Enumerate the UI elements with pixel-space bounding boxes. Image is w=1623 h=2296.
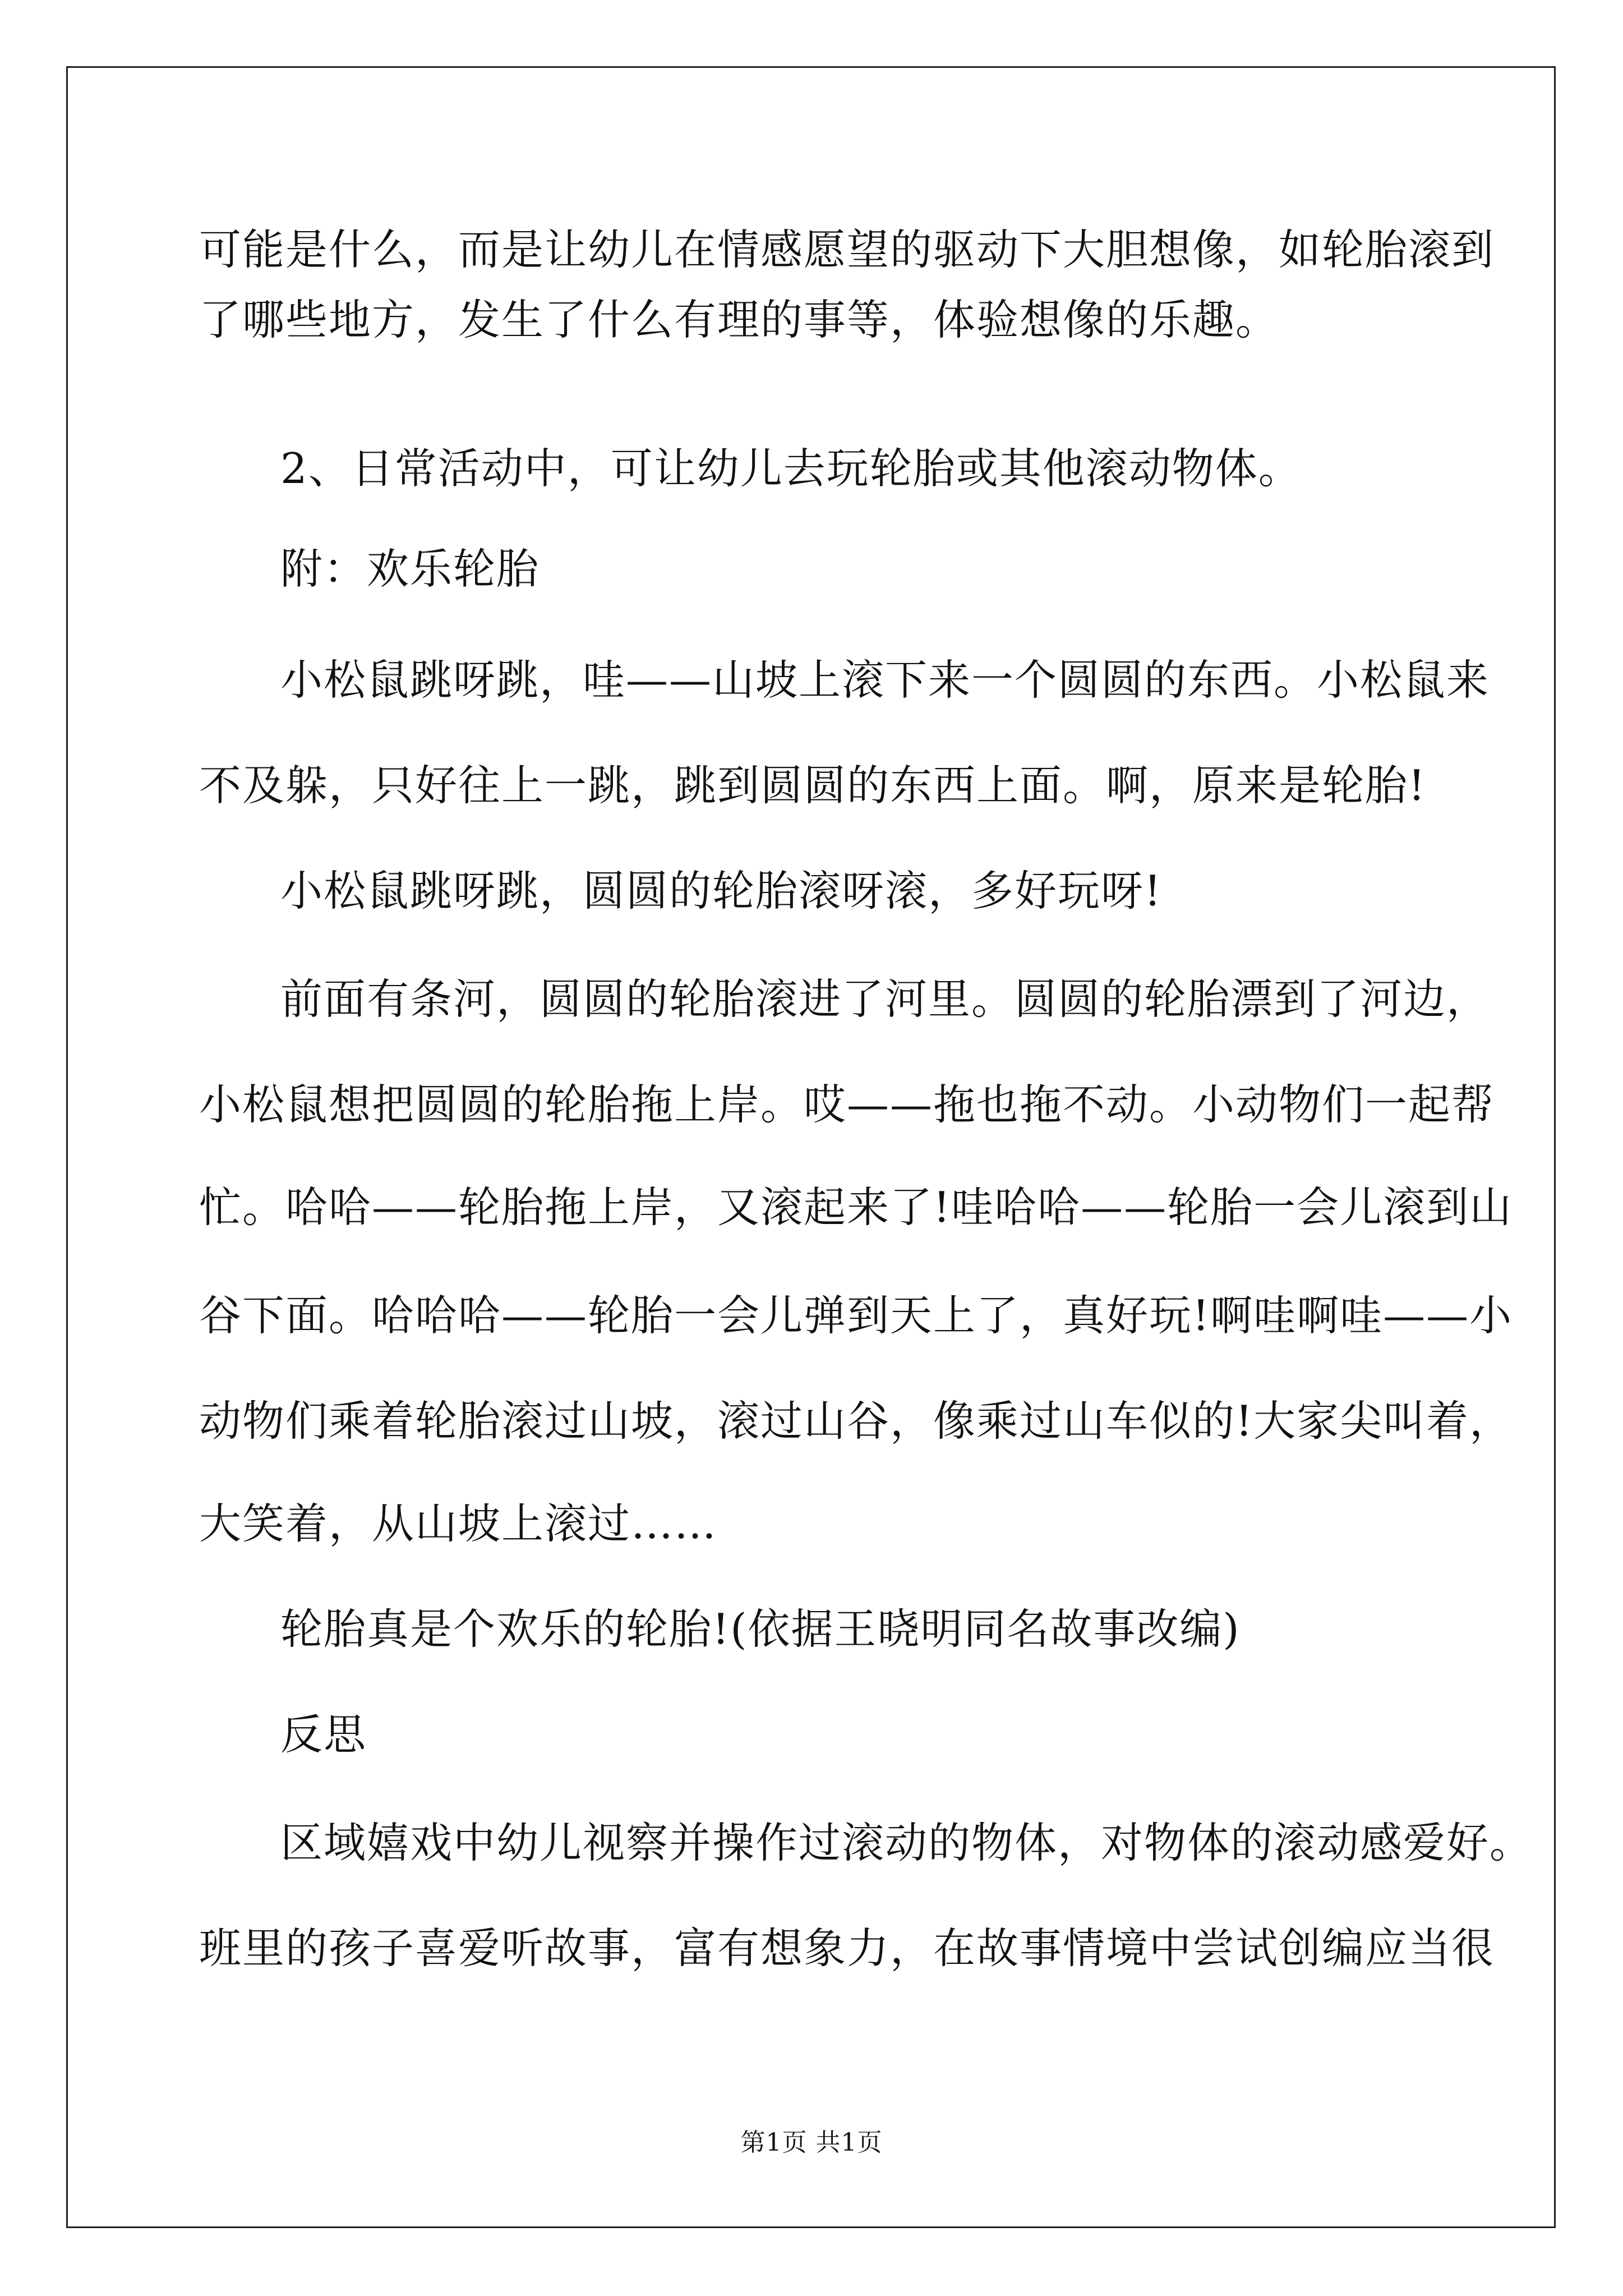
text-line: 了哪些地方，发生了什么有理的事等，体验想像的乐趣。 bbox=[199, 295, 1279, 344]
text-line: 区域嬉戏中幼儿视察并操作过滚动的物体，对物体的滚动感爱好。 bbox=[280, 1818, 1533, 1867]
text-line: 班里的孩子喜爱听故事，富有想象力，在故事情境中尝试创编应当很 bbox=[199, 1924, 1495, 1973]
section-heading: 附：欢乐轮胎 bbox=[280, 544, 540, 593]
text-line: 轮胎真是个欢乐的轮胎!(依据王晓明同名故事改编) bbox=[280, 1604, 1241, 1654]
text-line: 小松鼠跳呀跳，圆圆的轮胎滚呀滚，多好玩呀! bbox=[280, 866, 1163, 915]
section-heading: 反思 bbox=[280, 1710, 367, 1759]
text-line: 前面有条河，圆圆的轮胎滚进了河里。圆圆的轮胎漂到了河边， bbox=[280, 974, 1490, 1024]
text-line: 可能是什么，而是让幼儿在情感愿望的驱动下大胆想像，如轮胎滚到 bbox=[199, 225, 1495, 274]
page-border bbox=[66, 66, 1556, 2228]
text-line: 动物们乘着轮胎滚过山坡，滚过山谷，像乘过山车似的!大家尖叫着， bbox=[199, 1396, 1513, 1446]
text-line: 2、日常活动中，可让幼儿去玩轮胎或其他滚动物体。 bbox=[280, 444, 1302, 493]
text-line: 大笑着，从山坡上滚过…… bbox=[199, 1499, 718, 1548]
text-line: 忙。哈哈——轮胎拖上岸，又滚起来了!哇哈哈——轮胎一会儿滚到山 bbox=[199, 1182, 1513, 1232]
text-line: 谷下面。哈哈哈——轮胎一会儿弹到天上了，真好玩!啊哇啊哇——小 bbox=[199, 1291, 1513, 1340]
text-line: 不及躲，只好往上一跳，跳到圆圆的东西上面。啊，原来是轮胎! bbox=[199, 761, 1427, 810]
page-footer: 第1页 共1页 bbox=[740, 2128, 883, 2157]
text-line: 小松鼠跳呀跳，哇——山坡上滚下来一个圆圆的东西。小松鼠来 bbox=[280, 655, 1490, 705]
text-line: 小松鼠想把圆圆的轮胎拖上岸。哎——拖也拖不动。小动物们一起帮 bbox=[199, 1080, 1495, 1129]
